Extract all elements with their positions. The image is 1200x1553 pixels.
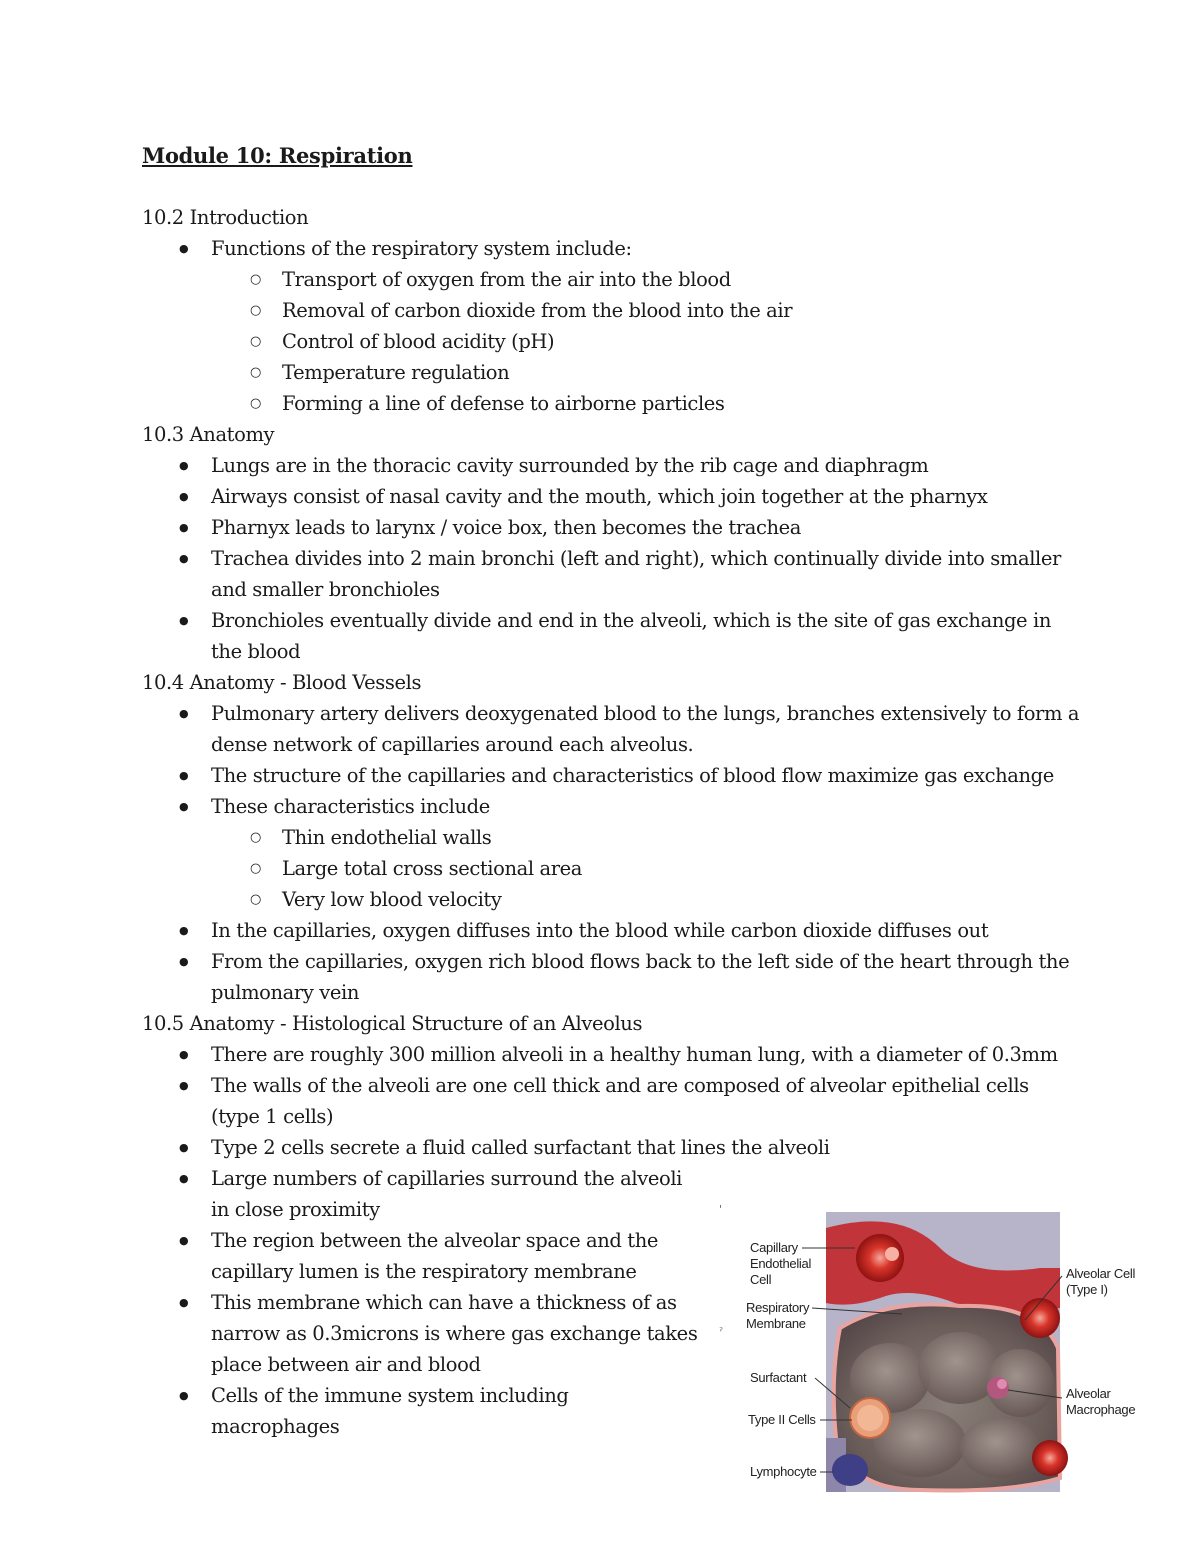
lymphocyte (832, 1454, 868, 1486)
list-item: ● The structure of the capillaries and characteristics of blood flow maximize gas exchange (142, 760, 1082, 791)
label-lymphocyte: Lymphocyte (750, 1464, 817, 1479)
label-capillary-endothelial-cell: Capillary Endothelial Cell (750, 1240, 812, 1287)
stray-mark: ' (719, 1203, 723, 1216)
type-ii-cell-core (857, 1405, 883, 1431)
list-item: ● The region between the alveolar space and the capillary lumen is the respiratory membrane (142, 1225, 701, 1287)
sub-list-item: ○ Transport of oxygen from the air into the blood (142, 264, 1082, 295)
list-item: ● Pulmonary artery delivers deoxygenated blood to the lungs, branches extensively to form a dense network of capillaries around each alveolus. (142, 698, 1082, 760)
list-item: ● Airways consist of nasal cavity and the mouth, which join together at the pharnyx (142, 481, 1082, 512)
sub-list-item: ○ Forming a line of defense to airborne particles (142, 388, 1082, 419)
label-respiratory-membrane: Respiratory Membrane (746, 1300, 810, 1331)
page-title: Module 10: Respiration (142, 143, 413, 168)
alveolus-illustration (740, 1208, 1150, 1493)
list-item: ● In the capillaries, oxygen diffuses into the blood while carbon dioxide diffuses out (142, 915, 1082, 946)
section-blood-vessels (142, 667, 1082, 1008)
list-item: ● Pharnyx leads to larynx / voice box, then becomes the trachea (142, 512, 1082, 543)
list-item: ● Lungs are in the thoracic cavity surrounded by the rib cage and diaphragm (142, 450, 1082, 481)
list-item: ● There are roughly 300 million alveoli in a healthy human lung, with a diameter of 0.3mm (142, 1039, 1082, 1070)
sub-list-item: ○ Control of blood acidity (pH) (142, 326, 1082, 357)
list-item: ● Bronchioles eventually divide and end in the alveoli, which is the site of gas exchange in the blood (142, 605, 1082, 667)
section-anatomy (142, 419, 1082, 667)
section-heading: 10.2 Introduction (142, 206, 309, 229)
list-item: ● This membrane which can have a thickness of as narrow as 0.3microns is where gas exchange takes place between air and blood (142, 1287, 701, 1380)
alveolar-macrophage-core (997, 1379, 1007, 1389)
label-surfactant: Surfactant (750, 1370, 807, 1385)
label-type-ii-cells: Type II Cells (748, 1412, 816, 1427)
red-blood-cell (1020, 1298, 1060, 1338)
section-heading: 10.3 Anatomy (142, 423, 275, 446)
red-blood-cell-center (885, 1247, 899, 1261)
sub-list-item: ○ Thin endothelial walls (142, 822, 1082, 853)
red-blood-cell (1032, 1440, 1068, 1476)
list-item: ● These characteristics include (142, 791, 1082, 822)
list-item: ● Type 2 cells secrete a fluid called surfactant that lines the alveoli (142, 1132, 1082, 1163)
stray-mark: ˀ (719, 1325, 724, 1338)
bullet-list (142, 233, 1082, 419)
bullet-list (142, 698, 1082, 1008)
list-item: ● From the capillaries, oxygen rich blood flows back to the left side of the heart through the pulmonary vein (142, 946, 1082, 1008)
section-heading: 10.5 Anatomy - Histological Structure of an Alveolus (142, 1012, 643, 1035)
list-item: ● The walls of the alveoli are one cell thick and are composed of alveolar epithelial cells (type 1 cells) (142, 1070, 1082, 1132)
sub-list-item: ○ Very low blood velocity (142, 884, 1082, 915)
sub-list-item: ○ Removal of carbon dioxide from the blood into the air (142, 295, 1082, 326)
alveolar-macrophage (987, 1377, 1009, 1399)
bullet-list (142, 450, 1082, 667)
section-introduction (142, 202, 1082, 419)
label-alveolar-cell-type-i: Alveolar Cell (Type I) (1066, 1266, 1136, 1297)
list-item: ● Large numbers of capillaries surround the alveoli in close proximity (142, 1163, 701, 1225)
section-heading: 10.4 Anatomy - Blood Vessels (142, 671, 422, 694)
list-item: ● Cells of the immune system including macrophages (142, 1380, 701, 1442)
list-item: ● Trachea divides into 2 main bronchi (left and right), which continually divide into smaller and smaller bronchioles (142, 543, 1082, 605)
label-alveolar-macrophage: Alveolar Macrophage (1066, 1386, 1136, 1417)
list-item: ● Functions of the respiratory system include: (142, 233, 1082, 264)
sub-list-item: ○ Temperature regulation (142, 357, 1082, 388)
sub-list-item: ○ Large total cross sectional area (142, 853, 1082, 884)
alveolar-lobe (960, 1418, 1040, 1478)
